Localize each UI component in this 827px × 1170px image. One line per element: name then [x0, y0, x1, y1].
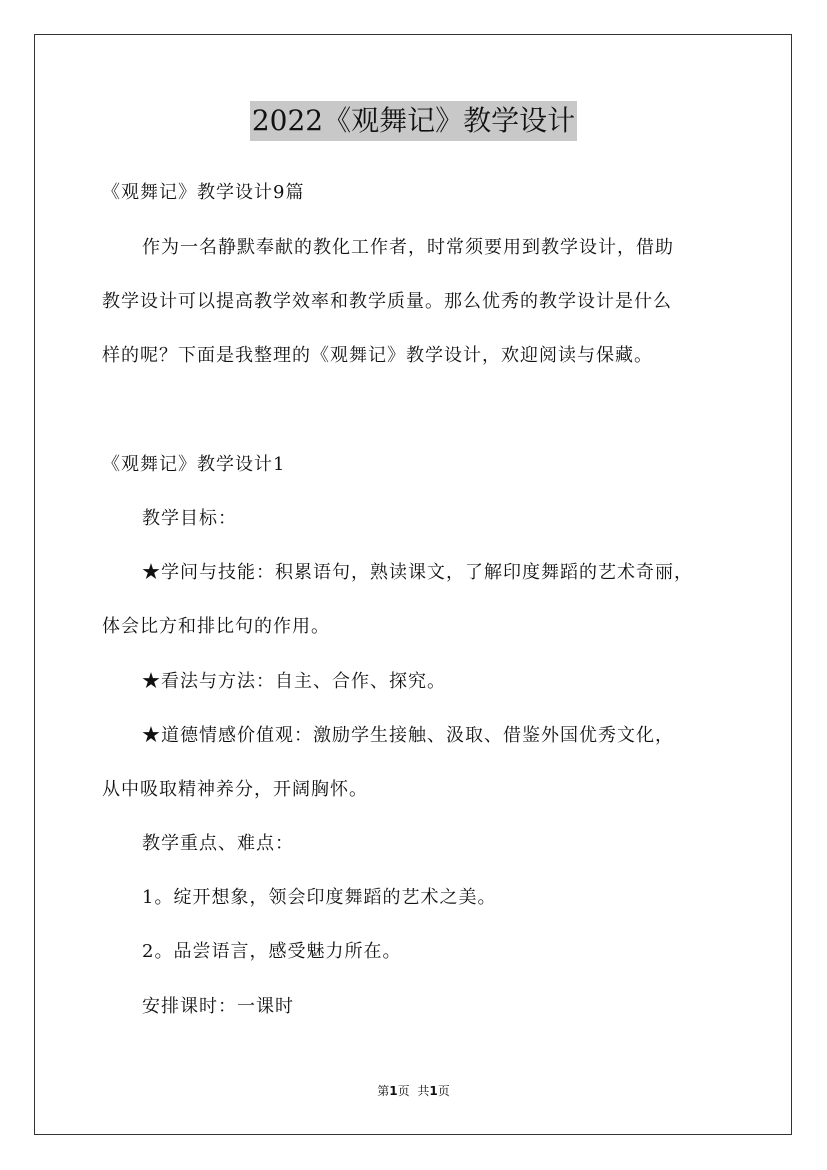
document-subtitle: 《观舞记》教学设计9篇 — [102, 182, 305, 203]
footer-page-number: 1 — [389, 1084, 398, 1098]
footer-total-prefix: 共 — [417, 1084, 430, 1098]
page-footer — [0, 1083, 827, 1099]
section-heading: 《观舞记》教学设计1 — [102, 454, 286, 475]
goal-knowledge-line-2: 体会比方和排比句的作用。 — [102, 616, 330, 637]
goal-method: ★看法与方法：自主、合作、探究。 — [142, 671, 446, 692]
intro-line-2: 教学设计可以提高教学效率和教学质量。那么优秀的教学设计是什么 — [102, 291, 672, 312]
document-title: 2022《观舞记》教学设计 — [250, 101, 577, 141]
footer-page-suffix: 页 — [397, 1084, 410, 1098]
key-points-label: 教学重点、难点： — [142, 833, 294, 854]
footer-total-suffix: 页 — [437, 1084, 450, 1098]
schedule-line: 安排课时：一课时 — [142, 996, 294, 1017]
intro-line-1: 作为一名静默奉献的教化工作者，时常须要用到教学设计，借助 — [142, 237, 674, 258]
goal-values-line-1: ★道德情感价值观：激励学生接触、汲取、借鉴外国优秀文化， — [142, 725, 674, 746]
goal-values-line-2: 从中吸取精神养分，开阔胸怀。 — [102, 779, 368, 800]
key-point-1: 1。绽开想象，领会印度舞蹈的艺术之美。 — [142, 887, 497, 908]
goals-label: 教学目标： — [142, 508, 237, 529]
key-point-2: 2。品尝语言，感受魅力所在。 — [142, 941, 402, 962]
title-container — [0, 101, 827, 141]
footer-page-prefix: 第 — [377, 1084, 390, 1098]
intro-line-3: 样的呢？下面是我整理的《观舞记》教学设计，欢迎阅读与保藏。 — [102, 345, 653, 366]
footer-total-number: 1 — [429, 1084, 438, 1098]
goal-knowledge-line-1: ★学问与技能：积累语句，熟读课文，了解印度舞蹈的艺术奇丽， — [142, 562, 693, 583]
